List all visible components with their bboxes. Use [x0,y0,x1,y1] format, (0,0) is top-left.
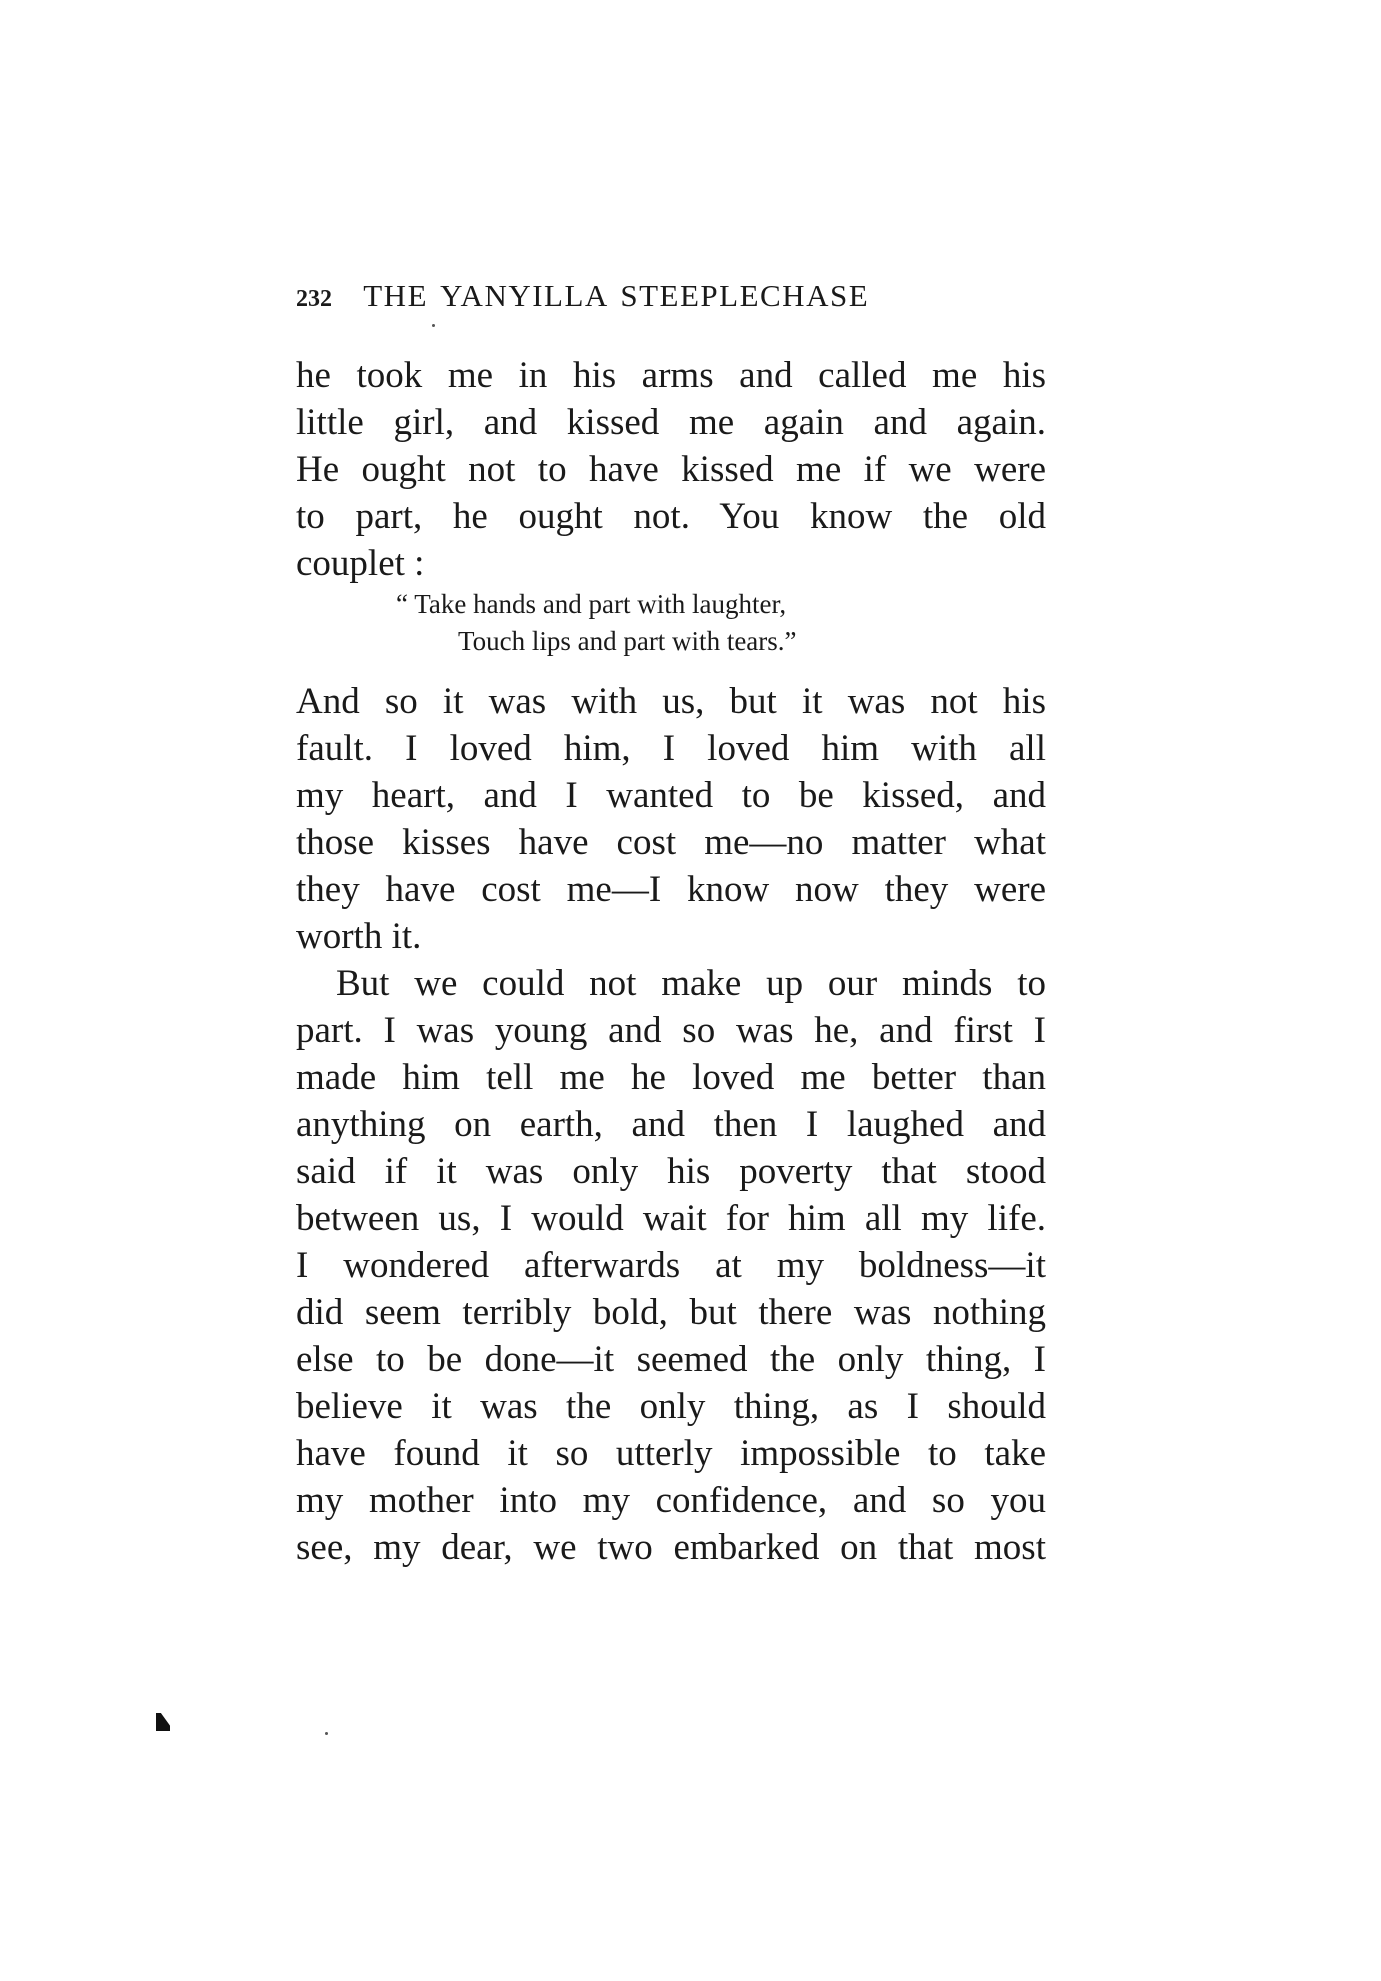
print-speck [325,1732,328,1735]
text-line: those kisses have cost me—no matter what [296,822,1046,863]
text-line: to part, he ought not. You know the old [296,496,1046,537]
text-line: see, my dear, we two embarked on that most [296,1527,1046,1568]
text-line: have found it so utterly impossible to take [296,1433,1046,1474]
text-line: worth it. [296,916,422,957]
text-line: else to be done—it seemed the only thing, I [296,1339,1046,1380]
text-line: little girl, and kissed me again and again. [296,402,1046,443]
scan-artifact-mark [156,1713,170,1731]
text-line: And so it was with us, but it was not his [296,681,1046,722]
page-number: 232 [296,286,332,312]
text-line: part. I was young and so was he, and first I [296,1010,1046,1051]
text-line: made him tell me he loved me better than [296,1057,1046,1098]
print-speck [432,324,435,327]
text-line: He ought not to have kissed me if we were [296,449,1046,490]
poem-couplet [296,586,1046,660]
text-line: between us, I would wait for him all my life. [296,1198,1046,1239]
poem-line: “ Take hands and part with laughter, [396,589,787,619]
text-line: anything on earth, and then I laughed and [296,1104,1046,1145]
text-line: did seem terribly bold, but there was nothing [296,1292,1046,1333]
paragraph-1 [296,352,1046,587]
running-title: THE YANYILLA STEEPLECHASE [363,278,870,313]
text-line: fault. I loved him, I loved him with all [296,728,1046,769]
text-line: my heart, and I wanted to be kissed, and [296,775,1046,816]
running-head [296,278,1056,314]
text-line: said if it was only his poverty that stood [296,1151,1046,1192]
text-line: couplet : [296,543,425,584]
body-text [296,678,1046,1571]
text-line: my mother into my confidence, and so you [296,1480,1046,1521]
text-line: I wondered afterwards at my boldness—it [296,1245,1046,1286]
text-line: believe it was the only thing, as I should [296,1386,1046,1427]
text-line: But we could not make up our minds to [336,963,1046,1004]
text-line: he took me in his arms and called me his [296,355,1046,396]
poem-line: Touch lips and part with tears.” [458,626,797,656]
text-line: they have cost me—I know now they were [296,869,1046,910]
